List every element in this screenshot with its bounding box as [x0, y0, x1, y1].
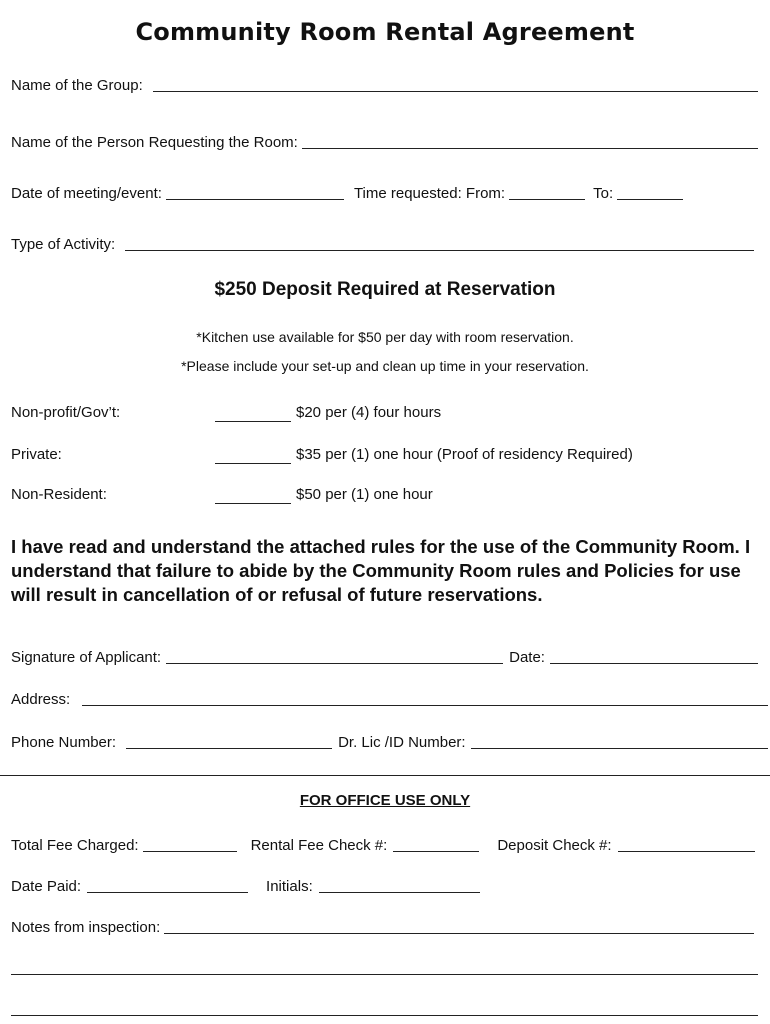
- time-from-label: Time requested: From:: [353, 185, 506, 202]
- fee-row: [11, 834, 758, 854]
- group-name-label: Name of the Group:: [11, 77, 143, 94]
- date-paid-label: Date Paid:: [11, 878, 82, 895]
- rate-check-nonprofit[interactable]: [215, 407, 291, 422]
- activity-field[interactable]: [125, 236, 754, 251]
- rate-category-nonresident: Non-Resident:: [11, 486, 107, 503]
- event-date-label: Date of meeting/event:: [11, 185, 162, 202]
- deposit-heading: $250 Deposit Required at Reservation: [214, 279, 556, 300]
- rate-private: $35 per (1) one hour (Proof of residency Required): [296, 446, 633, 463]
- initials-field[interactable]: [319, 878, 480, 893]
- total-fee-label: Total Fee Charged:: [11, 837, 139, 854]
- signature-date-label: Date:: [509, 649, 545, 666]
- initials-label: Initials:: [266, 878, 313, 895]
- kitchen-note: *Kitchen use available for $50 per day with room reservation.: [196, 329, 574, 345]
- person-requesting-field[interactable]: [302, 134, 758, 149]
- phone-row: [11, 731, 758, 751]
- section-divider: [0, 775, 770, 776]
- address-row: [11, 688, 758, 708]
- rental-check-field[interactable]: [393, 837, 479, 852]
- phone-label: Phone Number:: [11, 734, 117, 751]
- inspection-notes-field[interactable]: [164, 919, 754, 934]
- inspection-notes-label: Notes from inspection:: [11, 919, 161, 936]
- person-requesting-label: Name of the Person Requesting the Room:: [11, 134, 298, 151]
- rate-check-private[interactable]: [215, 449, 291, 464]
- person-requesting-row: [11, 131, 758, 151]
- rate-nonresident: $50 per (1) one hour: [296, 486, 433, 503]
- time-from-field[interactable]: [509, 185, 585, 200]
- time-to-label: To:: [593, 185, 614, 202]
- date-paid-row: [11, 875, 758, 895]
- time-to-field[interactable]: [617, 185, 683, 200]
- inspection-notes-row: [11, 916, 758, 936]
- date-time-row: [11, 182, 758, 202]
- acknowledgement-statement: I have read and understand the attached rules for the use of the Community Room. I understand that failure to abide by the Community Room rules and Policies for use will result in cancellation of or refusal of future reservations.: [11, 536, 751, 605]
- signature-row: [11, 646, 758, 666]
- group-name-field[interactable]: [153, 77, 758, 92]
- rate-category-private: Private:: [11, 446, 62, 463]
- group-name-row: [11, 74, 758, 94]
- phone-field[interactable]: [126, 734, 332, 749]
- deposit-check-label: Deposit Check #:: [497, 837, 612, 854]
- activity-label: Type of Activity:: [11, 236, 116, 253]
- signature-field[interactable]: [166, 649, 503, 664]
- total-fee-field[interactable]: [143, 837, 237, 852]
- form-title: Community Room Rental Agreement: [135, 18, 635, 46]
- office-use-heading: FOR OFFICE USE ONLY: [299, 792, 471, 809]
- address-field[interactable]: [82, 691, 768, 706]
- inspection-notes-line-2[interactable]: [11, 974, 758, 975]
- activity-row: [11, 233, 758, 253]
- rate-check-nonresident[interactable]: [215, 489, 291, 504]
- setup-note: *Please include your set-up and clean up time in your reservation.: [181, 358, 589, 374]
- license-field[interactable]: [471, 734, 768, 749]
- signature-date-field[interactable]: [550, 649, 758, 664]
- rate-category-nonprofit: Non-profit/Gov’t:: [11, 404, 121, 421]
- license-label: Dr. Lic /ID Number:: [338, 734, 466, 751]
- deposit-check-field[interactable]: [618, 837, 755, 852]
- signature-label: Signature of Applicant:: [11, 649, 162, 666]
- address-label: Address:: [11, 691, 71, 708]
- event-date-field[interactable]: [166, 185, 344, 200]
- rate-nonprofit: $20 per (4) four hours: [296, 404, 442, 421]
- rental-check-label: Rental Fee Check #:: [250, 837, 388, 854]
- inspection-notes-line-3[interactable]: [11, 1015, 758, 1016]
- date-paid-field[interactable]: [87, 878, 248, 893]
